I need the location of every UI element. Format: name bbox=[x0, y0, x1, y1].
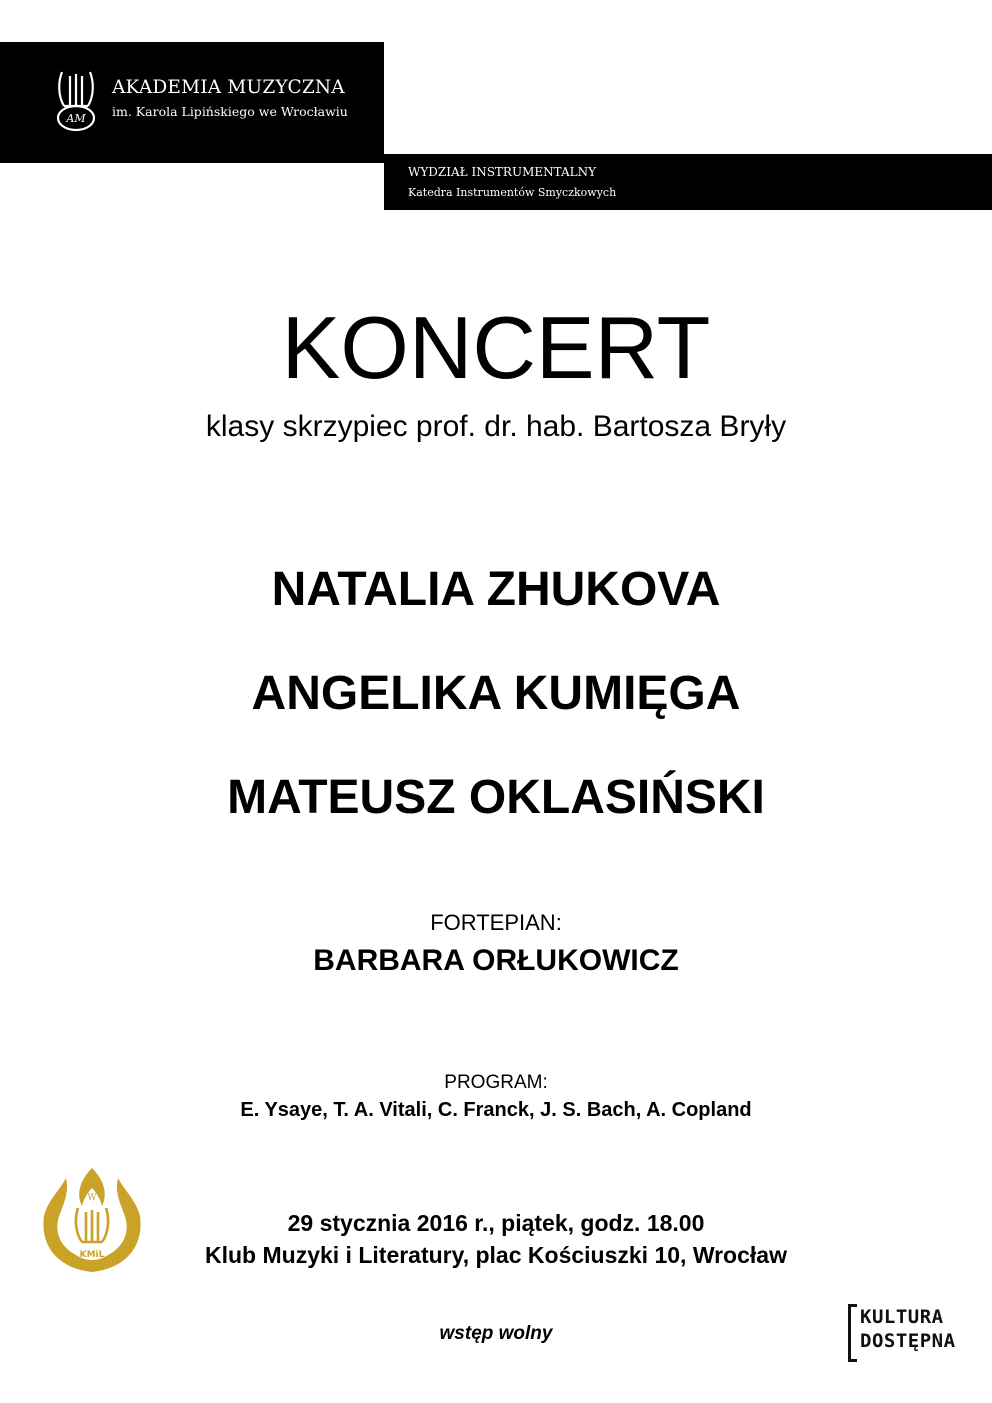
event-venue: Klub Muzyki i Literatury, plac Kościuszki 10, Wrocław bbox=[205, 1242, 787, 1268]
kmil-top-letter: W bbox=[87, 1193, 97, 1203]
kmil-logo-icon bbox=[36, 1160, 148, 1280]
kultura-dostepna-logo bbox=[848, 1302, 958, 1362]
lyre-logo-icon bbox=[52, 66, 100, 134]
academy-header bbox=[0, 42, 384, 163]
performer-name: MATEUSZ OKLASIŃSKI bbox=[227, 771, 765, 824]
performer-name: NATALIA ZHUKOVA bbox=[271, 563, 721, 616]
program-list: E. Ysaye, T. A. Vitali, C. Franck, J. S. Bach, A. Copland bbox=[240, 1099, 752, 1121]
bracket-icon bbox=[848, 1304, 857, 1362]
department-name: WYDZIAŁ INSTRUMENTALNY bbox=[408, 165, 597, 179]
kultura-logo-bottom: DOSTĘPNA bbox=[860, 1330, 956, 1352]
kmil-bottom-letters: KMiL bbox=[79, 1250, 105, 1260]
performer-name: ANGELIKA KUMIĘGA bbox=[251, 667, 741, 720]
kultura-logo-top: KULTURA bbox=[860, 1306, 944, 1328]
logo-letters: AM bbox=[66, 112, 86, 125]
chair-name: Katedra Instrumentów Smyczkowych bbox=[408, 186, 617, 199]
pianist-name: BARBARA ORŁUKOWICZ bbox=[313, 944, 679, 977]
department-header bbox=[384, 154, 992, 210]
event-title: KONCERT bbox=[281, 298, 711, 397]
program-label: PROGRAM: bbox=[444, 1072, 548, 1093]
entry-note: wstęp wolny bbox=[439, 1323, 553, 1344]
event-date: 29 stycznia 2016 r., piątek, godz. 18.00 bbox=[287, 1210, 705, 1236]
academy-name: AKADEMIA MUZYCZNA bbox=[112, 77, 345, 98]
piano-label: FORTEPIAN: bbox=[430, 910, 562, 935]
event-subtitle: klasy skrzypiec prof. dr. hab. Bartosza Bryły bbox=[205, 410, 787, 443]
academy-subtitle: im. Karola Lipińskiego we Wrocławiu bbox=[112, 104, 348, 119]
